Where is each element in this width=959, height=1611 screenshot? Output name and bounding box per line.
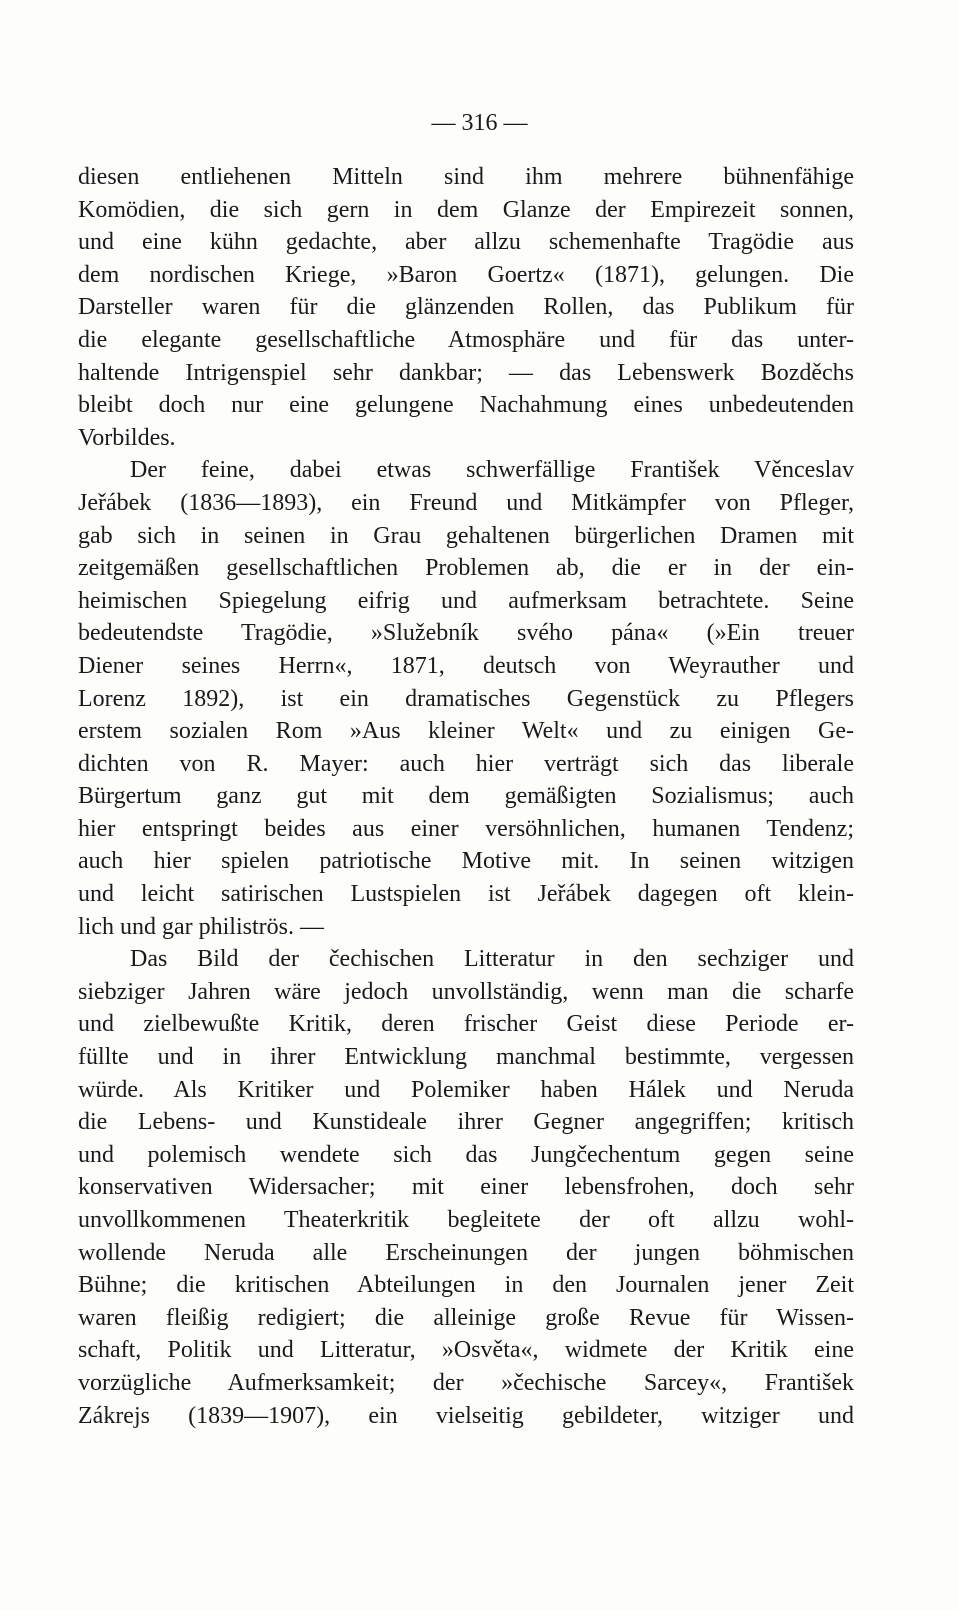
text-line: Diener seines Herrn«, 1871, deutsch von Weyrauther und: [78, 652, 854, 679]
page-number: — 316 —: [431, 110, 528, 136]
text-line: Darsteller waren für die glänzenden Rollen, das Publikum für: [78, 294, 854, 321]
text-line: Vorbildes.: [78, 424, 176, 451]
body-text: [78, 161, 854, 1432]
text-line: und polemisch wendete sich das Jungčechentum gegen seine: [78, 1141, 854, 1168]
text-line: würde. Als Kritiker und Polemiker haben Hálek und Neruda: [78, 1076, 854, 1103]
text-line: und leicht satirischen Lustspielen ist Jeřábek dagegen oft klein-: [78, 881, 854, 908]
text-line: Der feine, dabei etwas schwerfällige František Věnceslav: [130, 457, 854, 484]
text-line: bleibt doch nur eine gelungene Nachahmung eines unbedeutenden: [78, 392, 854, 419]
text-line: füllte und in ihrer Entwicklung manchmal bestimmte, vergessen: [78, 1044, 854, 1071]
text-line: zeitgemäßen gesellschaftlichen Problemen ab, die er in der ein-: [78, 555, 854, 582]
text-line: auch hier spielen patriotische Motive mit. In seinen witzigen: [78, 848, 854, 875]
text-line: haltende Intrigenspiel sehr dankbar; — das Lebenswerk Bozděchs: [78, 359, 854, 386]
text-line: Komödien, die sich gern in dem Glanze der Empirezeit sonnen,: [78, 196, 854, 223]
text-line: konservativen Widersacher; mit einer lebensfrohen, doch sehr: [78, 1174, 854, 1201]
text-line: lich und gar philiströs. —: [78, 913, 324, 940]
text-line: die elegante gesellschaftliche Atmosphäre und für das unter-: [78, 326, 854, 353]
text-line: erstem sozialen Rom »Aus kleiner Welt« und zu einigen Ge-: [78, 718, 854, 745]
text-line: diesen entliehenen Mitteln sind ihm mehrere bühnenfähige: [78, 164, 854, 190]
text-line: waren fleißig redigiert; die alleinige große Revue für Wissen-: [78, 1304, 854, 1331]
text-line: vorzügliche Aufmerksamkeit; der »čechische Sarcey«, František: [78, 1369, 854, 1396]
text-line: Das Bild der čechischen Litteratur in den sechziger und: [130, 946, 854, 973]
text-line: und zielbewußte Kritik, deren frischer Geist diese Periode er-: [78, 1011, 854, 1038]
text-line: Zákrejs (1839—1907), ein vielseitig gebildeter, witziger und: [78, 1402, 854, 1429]
text-line: dichten von R. Mayer: auch hier verträgt sich das liberale: [78, 750, 854, 777]
text-line: unvollkommenen Theaterkritik begleitete der oft allzu wohl-: [78, 1207, 854, 1233]
text-line: Bühne; die kritischen Abteilungen in den Journalen jener Zeit: [78, 1272, 854, 1299]
text-line: gab sich in seinen in Grau gehaltenen bürgerlichen Dramen mit: [78, 522, 854, 549]
text-line: dem nordischen Kriege, »Baron Goertz« (1871), gelungen. Die: [78, 261, 854, 288]
text-line: hier entspringt beides aus einer versöhnlichen, humanen Tendenz;: [78, 815, 854, 842]
text-line: siebziger Jahren wäre jedoch unvollständig, wenn man die scharfe: [78, 978, 854, 1005]
text-line: heimischen Spiegelung eifrig und aufmerksam betrachtete. Seine: [78, 587, 854, 614]
text-line: Jeřábek (1836—1893), ein Freund und Mitkämpfer von Pfleger,: [78, 489, 854, 516]
text-line: schaft, Politik und Litteratur, »Osvěta«, widmete der Kritik eine: [78, 1337, 854, 1364]
text-line: Lorenz 1892), ist ein dramatisches Gegenstück zu Pflegers: [78, 685, 854, 712]
text-line: die Lebens- und Kunstideale ihrer Gegner angegriffen; kritisch: [78, 1109, 854, 1136]
text-line: bedeutendste Tragödie, »Služebník svého pána« (»Ein treuer: [78, 620, 854, 647]
text-line: und eine kühn gedachte, aber allzu schemenhafte Tragödie aus: [78, 229, 854, 256]
text-line: Bürgertum ganz gut mit dem gemäßigten Sozialismus; auch: [78, 783, 854, 810]
text-line: wollende Neruda alle Erscheinungen der jungen böhmischen: [78, 1239, 854, 1266]
